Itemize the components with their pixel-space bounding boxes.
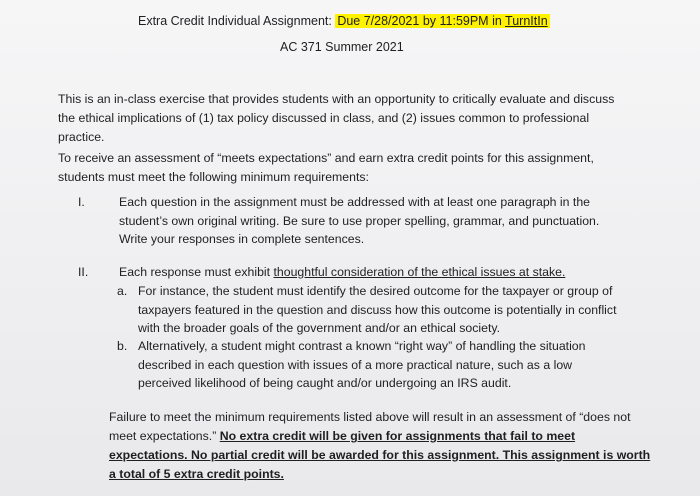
assignment-label: Extra Credit Individual Assignment: [138,14,332,28]
due-date-highlight [335,14,549,28]
requirements-intro: To receive an assessment of “meets expectations” and earn extra credit points for this assignment, students must meet the following minimum requirements: [58,151,594,184]
subitem-letter: b. [117,339,128,353]
course-title: AC 371 Summer 2021 [280,40,404,54]
closing-bold: No extra credit will be given for assignments that fail to meet expectations. No partial credit will be awarded for this assignment. This assignment is worth a total of 5 extra credit points. [109,429,651,481]
requirement-item-prefix: Each response must exhibit [119,265,274,279]
item-numeral: II. [78,265,89,279]
subitem-letter: a. [117,284,128,298]
closing-paragraph [109,408,654,484]
intro-paragraph: This is an in-class exercise that provides students with an opportunity to critically evaluate and discuss the ethical implications of (1) tax policy discussed in class, and (2) issues common to professional practice. [58,92,615,144]
assignment-title [138,14,550,28]
item-numeral: I. [78,195,85,209]
requirement-item-text [119,263,619,282]
requirement-item-text: Each question in the assignment must be addressed with at least one paragraph in the student’s own original writing. Be sure to use proper spelling, grammar, and punctuation. Write your responses in complete sentences. [119,195,600,247]
turnitin-text: TurnItIn [505,14,548,28]
subitem-text: For instance, the student must identify the desired outcome for the taxpayer or group of taxpayers featured in the question and discuss how this outcome is potentially in conflict with the broader goals of the government and/or an ethical society. [138,284,617,336]
closing-plain: Failure to meet the minimum requirements listed above will result in an assessment of “does not meet expectations.” [109,410,631,443]
due-text: Due 7/28/2021 by 11:59PM in [337,14,506,28]
requirement-item-underlined: thoughtful consideration of the ethical issues at stake. [273,265,566,279]
subitem-text: Alternatively, a student might contrast a known “right way” of handling the situation described in each question with issues of a more practical nature, such as a low perceived likelihood of being caught and/or undergoing an IRS audit. [138,339,586,391]
